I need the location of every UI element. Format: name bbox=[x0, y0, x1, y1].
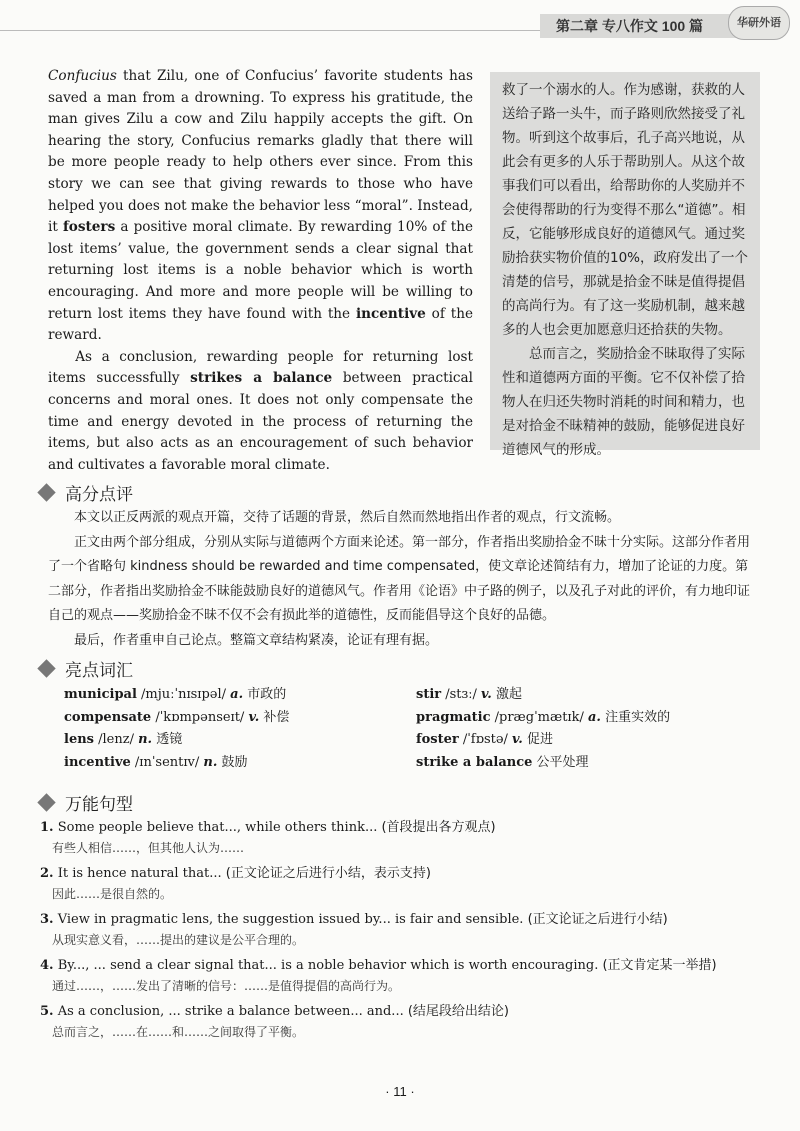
vocab-list bbox=[64, 684, 764, 774]
highlight-incentive: incentive bbox=[355, 305, 426, 322]
section-comment-heading: 高分点评 bbox=[36, 480, 133, 505]
translation-paragraph-2: 总而言之，奖励拾金不昧取得了实际性和道德两方面的平衡。它不仅补偿了拾物人在归还失物时消耗的时间和精力，也是对拾金不昧精神的鼓励，能够促进良好道德风气的形成。 bbox=[502, 346, 745, 458]
pattern-item: 3. View in pragmatic lens, the suggestion issued by... is fair and sensible. (正文论证之后进行小结) 从现实意义看，……提出的建议是公平合理的。 bbox=[40, 912, 668, 947]
comment-paragraph: 最后，作者重申自己论点。整篇文章结构紧凑，论证有理有据。 bbox=[74, 632, 439, 648]
header-rule bbox=[0, 30, 540, 31]
page-header bbox=[0, 0, 800, 40]
comment-paragraph: 正文由两个部分组成，分别从实际与道德两个方面来论述。第一部分，作者指出奖励拾金不昧十分实际。这部分作者用了一个省略句 kindness should be rewarded and time compensated，使文章论述简结有力，增加了论证的力度。第二部分，作者指出奖励拾金不昧能鼓励良好的道德风气。作者用《论语》中子路的例子，以及孔子对此的评价，有力地印证自己的观点——奖励拾金不昧不仅不会有损此举的道德性，反而能倡导这个良好的品德。 bbox=[48, 534, 751, 623]
diamond-icon bbox=[37, 659, 55, 677]
pattern-item: 2. It is hence natural that... (正文论证之后进行小结，表示支持) 因此……是很自然的。 bbox=[40, 866, 431, 901]
vocab-item: compensate /ˈkɒmpənseɪt/ v. 补偿 bbox=[64, 709, 290, 725]
sentence-patterns bbox=[40, 818, 770, 1048]
vocab-item: municipal /mjuːˈnɪsɪpəl/ a. 市政的 bbox=[64, 687, 287, 702]
confucius-name: Confucius bbox=[48, 68, 117, 84]
vocab-item: lens /lenz/ n. 透镜 bbox=[64, 732, 183, 747]
chapter-title: 第二章 专八作文 100 篇 bbox=[540, 14, 780, 38]
vocab-item: stir /stɜː/ v. 激起 bbox=[416, 687, 522, 702]
vocab-item: pragmatic /prægˈmætɪk/ a. 注重实效的 bbox=[416, 709, 671, 725]
publisher-logo: 华研外语 bbox=[728, 6, 790, 40]
section-patterns-heading: 万能句型 bbox=[36, 790, 133, 815]
essay-paragraph-1: Confucius that Zilu, one of Confucius’ favorite students has saved a man from a drowning. To express his gratitude, the man gives Zilu a cow and Zilu happily accepts the gift. On hearing the story, Confucius remarks gladly that there will be more people ready to help others ever since. From this story we can see that giving rewards to those who have helped you does not make the behavior less “moral”. Instead, it fosters a positive moral climate. By rewarding 10% of the lost items’ value, the government sends a clear signal that returning lost items is a noble behavior which is worth encouraging. And more and more people will be willing to return lost items they have found with the incentive of the reward. bbox=[48, 68, 473, 344]
vocab-item: strike a balance 公平处理 bbox=[416, 754, 589, 770]
diamond-icon bbox=[37, 483, 55, 501]
diamond-icon bbox=[37, 793, 55, 811]
vocab-item: incentive /ɪnˈsentɪv/ n. 鼓励 bbox=[64, 754, 248, 770]
comment-paragraph: 本文以正反两派的观点开篇，交待了话题的背景，然后自然而然地指出作者的观点，行文流畅。 bbox=[74, 510, 621, 525]
essay-paragraph-2: As a conclusion, rewarding people for returning lost items successfully strikes a balance between practical concerns and moral ones. It does not only compensate the time and energy devoted in the process of returning the items, but also acts as an encouragement of such behavior and cultivates a favorable moral climate. bbox=[48, 348, 473, 473]
pattern-item: 4. By..., ... send a clear signal that... is a noble behavior which is worth encouraging. (正文肯定某一举措) 通过……，……发出了清晰的信号：……是值得提倡的高尚行为。 bbox=[40, 958, 717, 993]
highlight-strikes-a-balance: strikes a balance bbox=[190, 370, 333, 387]
comment-text bbox=[48, 506, 760, 653]
vocab-item: foster /ˈfɒstə/ v. 促进 bbox=[416, 732, 553, 747]
translation-paragraph-1: 救了一个溺水的人。作为感谢，获救的人送给子路一头牛，而子路则欣然接受了礼物。听到这个故事后，孔子高兴地说，从此会有更多的人乐于帮助别人。从这个故事我们可以看出，给帮助你的人奖励并不会使得帮助的行为变得不那么“道德”。相反，它能够形成良好的道德风气。通过奖励拾获实物价值的10%，政府发出了一个清楚的信号，那就是拾金不昧是值得提倡的高尚行为。有了这一奖励机制，越来越多的人也会更加愿意归还拾获的失物。 bbox=[502, 82, 749, 338]
essay-english bbox=[48, 66, 473, 476]
highlight-fosters: fosters bbox=[62, 219, 116, 236]
pattern-item: 1. Some people believe that..., while others think... (首段提出各方观点) 有些人相信……，但其他人认为…… bbox=[40, 820, 496, 855]
pattern-item: 5. As a conclusion, ... strike a balance between... and... (结尾段给出结论) 总而言之，……在……和……之间取得了平衡。 bbox=[40, 1004, 509, 1039]
essay-chinese-translation bbox=[490, 72, 760, 458]
section-vocab-heading: 亮点词汇 bbox=[36, 656, 133, 681]
page-number: · 11 · bbox=[385, 1084, 415, 1099]
